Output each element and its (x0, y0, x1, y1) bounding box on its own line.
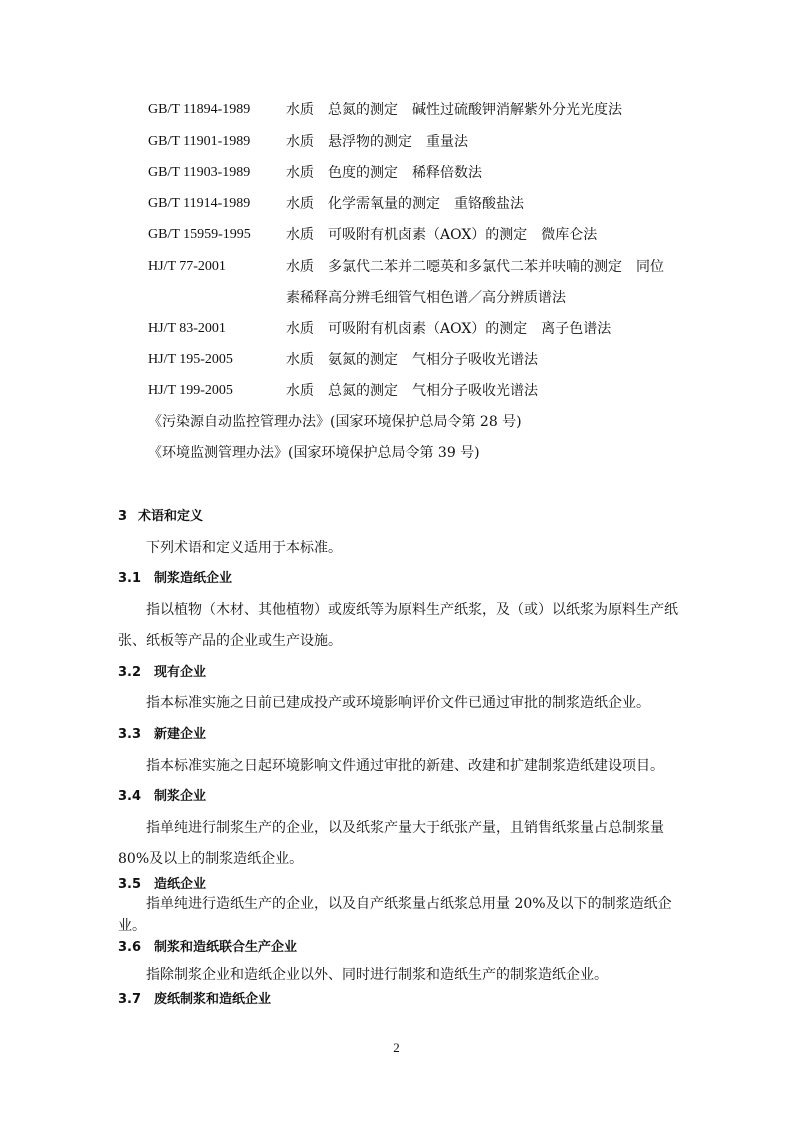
term-definition: 指以植物（木材、其他植物）或废纸等为原料生产纸浆，及（或）以纸浆为原料生产纸张、纸板等产品的企业或生产设施。 (118, 602, 678, 649)
reference-title: 水质 多氯代二苯并二噁英和多氯代二苯并呋喃的测定 同位 (286, 259, 664, 275)
term-title: 制浆造纸企业 (154, 571, 233, 586)
reference-code: GB/T 11903-1989 (148, 165, 251, 180)
reference-title: 水质 可吸附有机卤素（AOX）的测定 离子色谱法 (286, 321, 612, 337)
term-heading (118, 569, 232, 589)
reference-code: HJ/T 83-2001 (148, 321, 226, 336)
term-heading (118, 663, 206, 683)
reference-title: 水质 氨氮的测定 气相分子吸收光谱法 (286, 352, 538, 368)
reference-code: HJ/T 77-2001 (148, 259, 226, 274)
term-number: 3.3 (118, 727, 142, 742)
term-definition: 指本标准实施之日起环境影响文件通过审批的新建、改建和扩建制浆造纸建设项目。 (146, 758, 664, 774)
reference-title-continuation: 素稀释高分辨毛细管气相色谱／高分辨质谱法 (286, 290, 566, 306)
term-number: 3.7 (118, 992, 142, 1007)
term-heading (118, 875, 206, 895)
term-definition: 指单纯进行造纸生产的企业，以及自产纸浆量占纸浆总用量 20%及以下的制浆造纸企业。 (118, 896, 672, 934)
reference-title: 水质 色度的测定 稀释倍数法 (286, 165, 482, 181)
term-heading (118, 938, 297, 958)
reference-code: GB/T 11901-1989 (148, 134, 251, 149)
term-definition: 指除制浆企业和造纸企业以外、同时进行制浆和造纸生产的制浆造纸企业。 (146, 967, 608, 983)
term-title: 现有企业 (154, 665, 207, 680)
section-title: 术语和定义 (138, 509, 204, 524)
reference-code: GB/T 15959-1995 (148, 227, 251, 242)
term-definition: 指本标准实施之日前已建成投产或环境影响评价文件已通过审批的制浆造纸企业。 (146, 695, 650, 711)
term-heading (118, 725, 206, 745)
term-number: 3.5 (118, 877, 142, 892)
reference-code: HJ/T 195-2005 (148, 352, 233, 367)
reference-title: 水质 总氮的测定 气相分子吸收光谱法 (286, 383, 538, 399)
reference-code: GB/T 11914-1989 (148, 196, 251, 211)
section-intro: 下列术语和定义适用于本标准。 (146, 540, 342, 556)
reference-title: 水质 可吸附有机卤素（AOX）的测定 微库仑法 (286, 227, 598, 243)
section-heading (118, 507, 203, 527)
term-number: 3.1 (118, 571, 142, 586)
reference-code: HJ/T 199-2005 (148, 383, 233, 398)
section-number: 3 (118, 509, 128, 524)
term-title: 制浆和造纸联合生产企业 (154, 940, 298, 955)
term-number: 3.6 (118, 940, 142, 955)
regulation-reference: 《污染源自动监控管理办法》(国家环境保护总局令第 28 号) (148, 414, 522, 430)
term-number: 3.4 (118, 789, 142, 804)
term-title: 造纸企业 (154, 877, 207, 892)
term-heading (118, 990, 271, 1010)
reference-title: 水质 化学需氧量的测定 重铬酸盐法 (286, 196, 524, 212)
term-number: 3.2 (118, 665, 142, 680)
reference-title: 水质 总氮的测定 碱性过硫酸钾消解紫外分光光度法 (286, 102, 622, 118)
term-definition: 指单纯进行制浆生产的企业，以及纸浆产量大于纸张产量，且销售纸浆量占总制浆量80%及以上的制浆造纸企业。 (118, 820, 664, 867)
regulation-reference: 《环境监测管理办法》(国家环境保护总局令第 39 号) (148, 445, 480, 461)
term-title: 废纸制浆和造纸企业 (154, 992, 272, 1007)
reference-code: GB/T 11894-1989 (148, 102, 251, 117)
term-title: 新建企业 (154, 727, 207, 742)
term-heading (118, 787, 206, 807)
page-number: 2 (393, 1040, 400, 1055)
reference-title: 水质 悬浮物的测定 重量法 (286, 134, 468, 150)
term-title: 制浆企业 (154, 789, 207, 804)
